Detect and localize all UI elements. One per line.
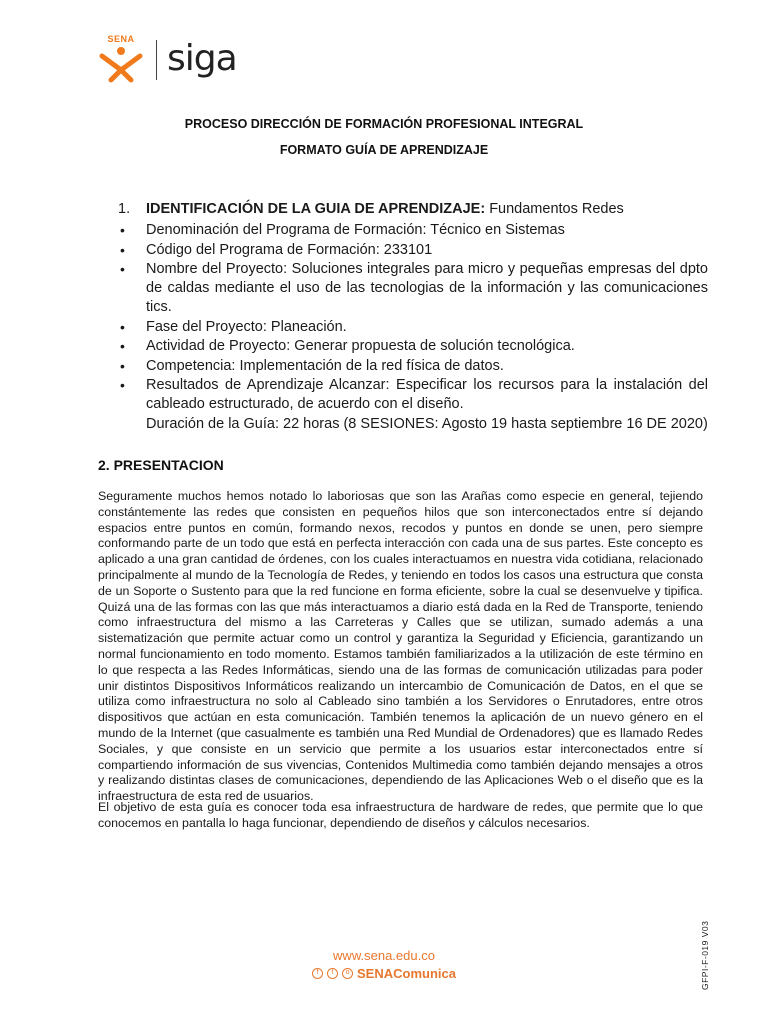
- process-title: PROCESO DIRECCIÓN DE FORMACIÓN PROFESIONAL INTEGRAL: [184, 117, 584, 131]
- sena-logo: [94, 34, 148, 86]
- twitter-icon[interactable]: t: [327, 968, 338, 979]
- identification-title-value: Fundamentos Redes: [489, 201, 624, 217]
- format-title: FORMATO GUÍA DE APRENDIZAJE: [279, 143, 489, 157]
- list-item: • Nombre del Proyecto: Soluciones integrales para micro y pequeñas empresas del dpto de caldas mediante el uso de las tecnologias de la información y las comunicaciones tics.: [118, 260, 708, 317]
- identification-section: [118, 200, 708, 434]
- facebook-icon[interactable]: f: [312, 968, 323, 979]
- siga-logo-text: siga: [167, 37, 237, 79]
- list-item: • Código del Programa de Formación: 233101: [118, 241, 708, 260]
- presentation-title: 2. PRESENTACION: [98, 457, 224, 473]
- siga-logo: [167, 38, 237, 79]
- list-item: • Competencia: Implementación de la red física de datos.: [118, 357, 708, 376]
- identification-heading: [118, 200, 708, 219]
- instagram-icon[interactable]: o: [342, 968, 353, 979]
- objective-paragraph: El objetivo de esta guía es conocer toda esa infraestructura de hardware de redes, que permite que lo que conocemos en pantalla lo haga funcionar, dependiendo de diseños y cálculos necesarios.: [98, 800, 703, 830]
- presentation-paragraph: Seguramente muchos hemos notado lo laboriosas que son las Arañas como especie en general, tejiendo constántemente las redes que consisten en pequeños hilos que son interconectados entre sí dejando espacios entre puntos en común, formando nexos, recodos y puntos en donde se unen, pero siempre conformando parte de un todo que está en perfecta interacción con cada una de sus partes. Este concepto es aplicado a una gran cantidad de órdenes, con los cuales interactuamos en nuestra vida cotidiana, relacionado principalmente al mundo de la Tecnología de Redes, y teniendo en todos los casos una estructura que consta de un Soporte o Sustento para que la red funcione en forma eficiente, sobre la cual se desenvuelve y tipifica. Quizá una de las formas con las que más interactuamos a diario está dada en la Red de Transporte, teniendo como infraestructura del mismo a las Carreteras y Calles que se utilizan, sumado además a una sistematización que permite actuar como un control y garantiza la Seguridad y Eficiencia, garantizando un normal funcionamiento en todo momento. Estamos también familiarizados a la utilización de este término en lo que respecta a las Redes Informáticas, siendo una de las formas de comunicación utilizadas para poder unir distintos Dispositivos Informáticos realizando un intercambio de Comunicación de Datos, en el que se utiliza como infraestructura no solo al Cableado sino también a los Servidores o Enrutadores, entre otros dispositivos que actúan en esta comunicación. También tenemos la aplicación de un nuevo género en el mundo de la Internet (que casualmente es también una Red Mundial de Ordenadores) que es llamado Redes Sociales, y que consiste en un servicio que permite a los usuarios estar interconectados entre sí compartiendo información de sus vivencias, Contenidos Multimedia como también dejando mensajes a otros y realizando distintas clases de comunicaciones, dependiendo de las Aplicaciones Web o el diseño que es la infraestructura de esta red de usuarios.: [98, 489, 703, 804]
- guide-duration: Duración de la Guía: 22 horas (8 SESIONES: Agosto 19 hasta septiembre 16 DE 2020): [146, 415, 708, 432]
- footer-social: [0, 966, 768, 981]
- logo-divider: [156, 40, 157, 80]
- list-item: • Resultados de Aprendizaje Alcanzar: Especificar los recursos para la instalación del cableado estructurado, de acuerdo con el diseño.: [118, 376, 708, 414]
- identification-title: IDENTIFICACIÓN DE LA GUIA DE APRENDIZAJE:: [146, 201, 486, 217]
- footer-url[interactable]: www.sena.edu.co: [333, 948, 435, 963]
- list-item: • Fase del Proyecto: Planeación.: [118, 318, 708, 337]
- form-code: GFPI-F-019 V03: [700, 920, 710, 990]
- identification-list: [118, 221, 708, 414]
- sena-logo-text: SENA: [107, 34, 135, 44]
- section-number: 1.: [118, 201, 131, 217]
- social-handle: SENAComunica: [357, 966, 456, 981]
- list-item: • Denominación del Programa de Formación: Técnico en Sistemas: [118, 221, 708, 240]
- header-logos: [94, 34, 237, 86]
- list-item: • Actividad de Proyecto: Generar propuesta de solución tecnológica.: [118, 337, 708, 356]
